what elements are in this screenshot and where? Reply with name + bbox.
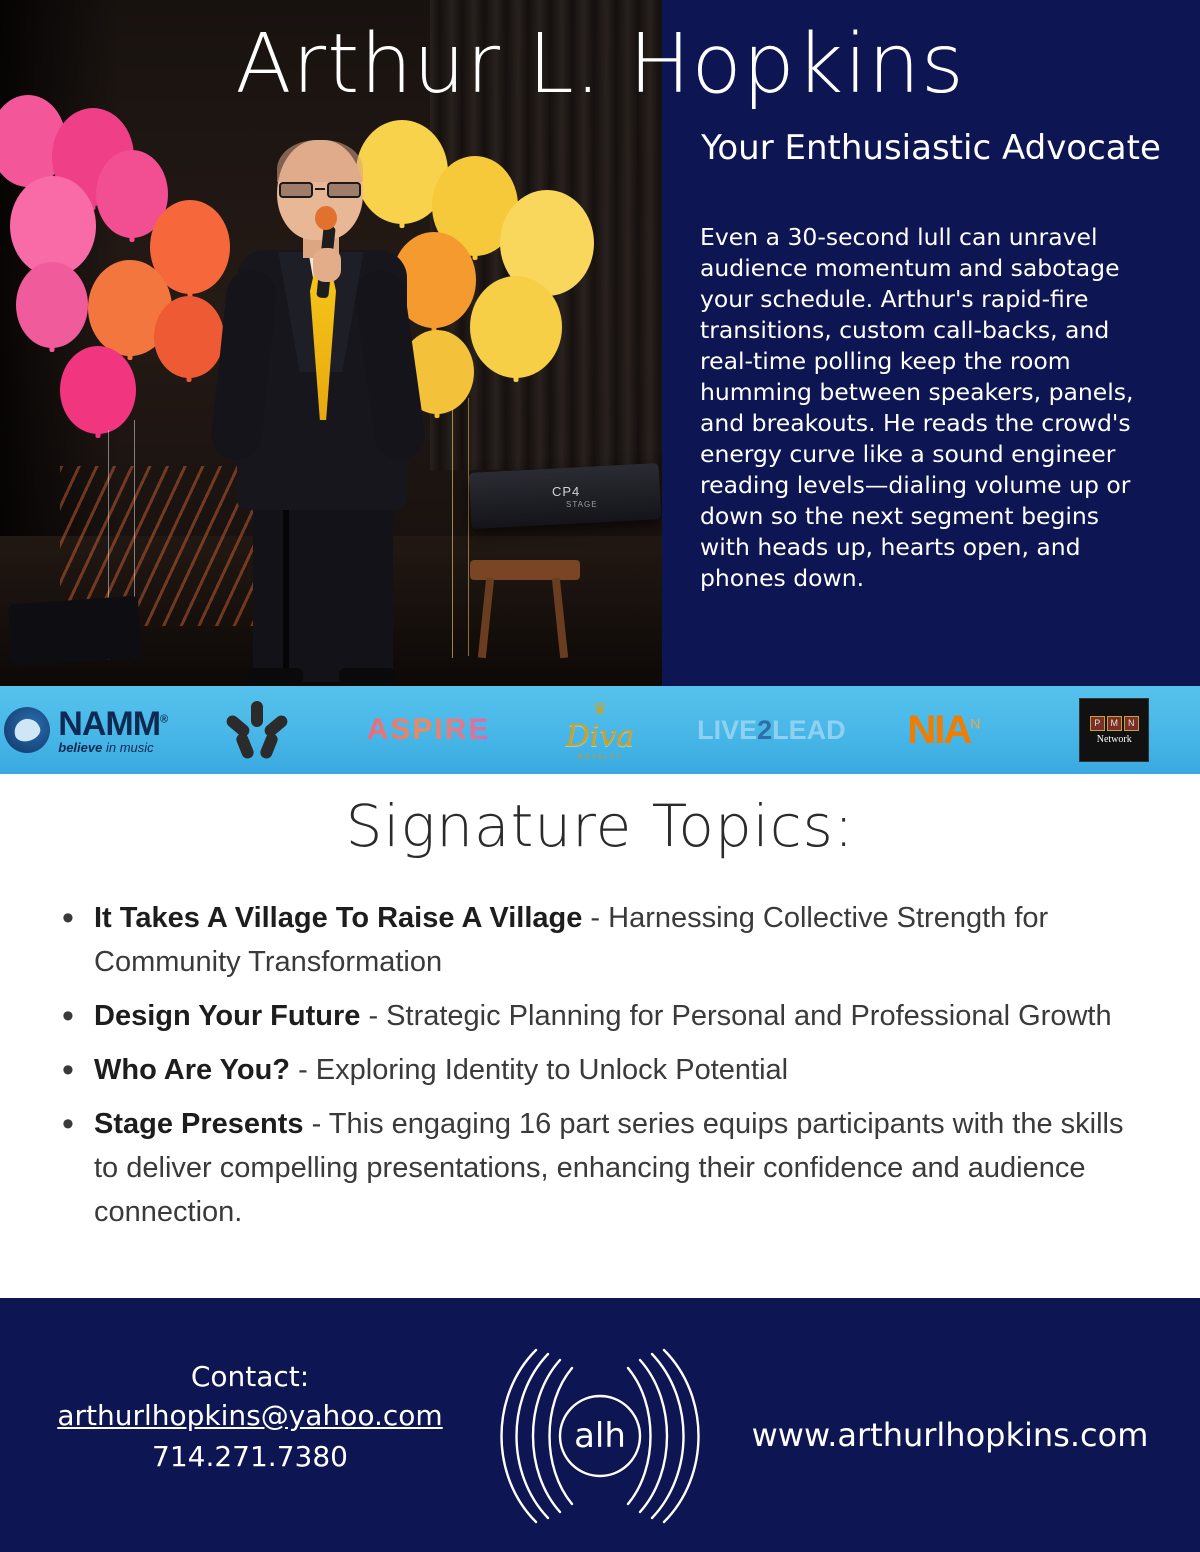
registered-icon: ®	[160, 713, 168, 726]
topics-heading: Signature Topics:	[345, 792, 855, 860]
speaker-shoe	[339, 668, 395, 684]
topics-list	[54, 896, 1150, 1234]
pmn-network-label: Network	[1096, 733, 1132, 745]
topic-title: Design Your Future	[94, 1000, 361, 1032]
balloon-pink	[16, 262, 88, 348]
logo-diva	[514, 686, 685, 774]
hero-paragraph: Even a 30-second lull can unravel audience momentum and sabotage your schedule. Arthur's rapid-fire transitions, custom call-backs, and real-time polling keep the room humming between speakers, panels, and breakouts. He reads the crowd's energy curve like a sound engineer reading levels—dialing volume up or down so the next segment begins with heads up, hearts open, and phones down.	[700, 223, 1134, 592]
namm-tagline-italic: believe	[58, 740, 103, 755]
logo-pmn-network	[1029, 686, 1200, 774]
speaker-leg-split	[283, 500, 289, 680]
balloon-string	[452, 408, 453, 658]
live2lead-pre: LIVE	[697, 714, 758, 745]
list-item	[54, 1102, 1150, 1234]
svg-text:alh: alh	[574, 1416, 626, 1456]
email-link[interactable]: arthurlhopkins@yahoo.com	[57, 1399, 443, 1432]
balloon-pink	[60, 346, 136, 434]
speaker-head-shadow	[277, 140, 363, 182]
speaker-photo	[0, 0, 662, 686]
speaker-figure	[215, 140, 430, 680]
logo-aspire	[343, 686, 514, 774]
logo-special-olympics	[171, 686, 342, 774]
topic-title: Who Are You?	[94, 1054, 291, 1086]
sound-wave-icon	[490, 1346, 710, 1526]
pmn-square: N	[1124, 716, 1139, 731]
balloon-orange	[154, 296, 224, 378]
namm-tagline-rest: in music	[102, 740, 154, 755]
topic-description: - Harnessing Collective Strength for Community Transformation	[94, 902, 1049, 978]
logo-live2lead	[686, 686, 857, 774]
contact-label: Contact:	[190, 1360, 310, 1393]
pmn-square: M	[1107, 716, 1122, 731]
balloon-yellow	[470, 276, 562, 378]
list-item	[54, 994, 1150, 1038]
speaker-legs	[253, 492, 393, 682]
topic-title: It Takes A Village To Raise A Village	[94, 902, 583, 934]
eyeglasses-icon	[279, 182, 361, 198]
keyboard-sublabel: STAGE	[566, 500, 598, 509]
diva-wordmark: Diva	[565, 719, 635, 754]
namm-wordmark: NAMM	[58, 705, 161, 743]
speaker-hand	[313, 248, 341, 282]
page-subtitle: Your Enthusiastic Advocate	[701, 128, 1161, 168]
pmn-square: P	[1090, 716, 1105, 731]
topic-description: - Exploring Identity to Unlock Potential	[290, 1054, 789, 1086]
phone-number[interactable]: 714.271.7380	[152, 1440, 348, 1473]
nia-superscript: N	[970, 715, 979, 732]
footer-section	[0, 1298, 1200, 1552]
topic-description: - Strategic Planning for Personal and Professional Growth	[360, 1000, 1112, 1032]
microphone-icon	[315, 206, 337, 230]
alh-monogram-logo	[490, 1346, 710, 1526]
topic-description: - This engaging 16 part series equips participants with the skills to deliver compelling presentations, enhancing their confidence and audience connection.	[94, 1108, 1124, 1228]
stage-monitor	[8, 596, 142, 667]
live2lead-mid: 2	[757, 714, 773, 745]
hero-section	[0, 0, 1200, 686]
signature-topics-section	[0, 774, 1200, 1298]
logo-namm	[0, 686, 171, 774]
contact-block	[40, 1360, 460, 1473]
balloon-string	[468, 398, 469, 656]
aspire-wordmark: ASPIRE	[366, 713, 491, 746]
list-item	[54, 896, 1150, 984]
namm-swirl-icon	[4, 707, 50, 753]
live2lead-post: LEAD	[772, 714, 846, 745]
speaker-shoe	[247, 668, 303, 684]
keyboard-label: CP4	[552, 484, 581, 499]
balloon-pink	[10, 176, 96, 276]
client-logo-bar	[0, 686, 1200, 774]
special-olympics-icon	[228, 701, 286, 759]
list-item	[54, 1048, 1150, 1092]
crown-icon: ♛	[592, 701, 608, 718]
website-url[interactable]: www.arthurlhopkins.com	[751, 1416, 1149, 1454]
logo-nia	[857, 686, 1028, 774]
page-title: Arthur L. Hopkins	[235, 17, 965, 112]
topic-title: Stage Presents	[94, 1108, 304, 1140]
nia-wordmark: NIA	[907, 707, 971, 752]
diva-subtext: ROYALTY	[577, 754, 623, 761]
